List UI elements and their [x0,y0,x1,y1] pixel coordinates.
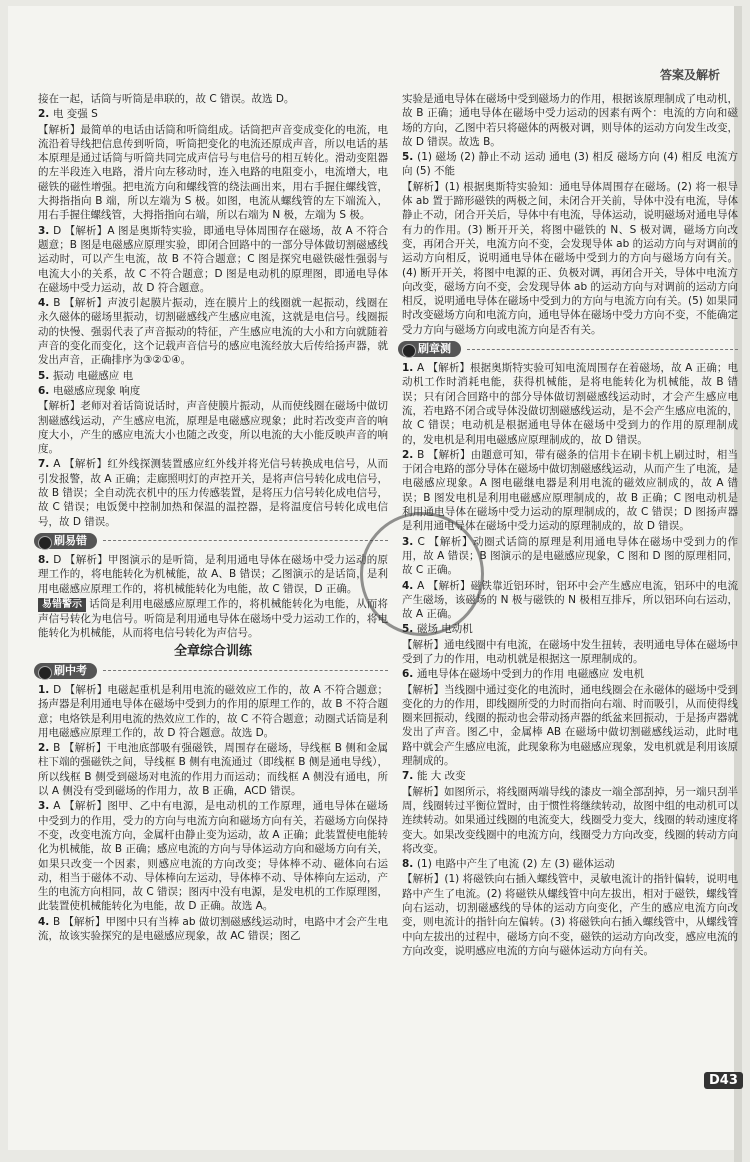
answer-text: B 【解析】声波引起膜片振动，连在膜片上的线圈就一起振动，线圈在永久磁体的磁场里振动，切割磁感线产生感应电流，这就是电信号。线圈振动的快慢、强弱代表了声音振动的特征，产生感应电流的大小和方向就随着声音的变化而变化，这个记载声音信号的感应电流经放大后传给扬声器，就发出声音，正确排序为③②①④。 [38,297,388,367]
answer-item [38,683,388,740]
answer-number: 4. [38,915,53,928]
answer-text: 磁场 电动机 [416,623,473,636]
answer-number: 3. [402,535,418,548]
answer-item [402,180,738,337]
left-column [38,92,388,944]
answer-page [8,6,742,1150]
answer-item [38,553,388,596]
answer-number: 3. [38,224,54,237]
right-block-a [402,92,738,337]
answer-text: A 【解析】根据奥斯特实验可知电流周围存在着磁场，故 A 正确；电动机工作时消耗电能，获得机械能，是将电能转化为机械能，故 B 错误；只有闭合回路中的部分导体做切割磁感线运动时，才会产生感应电流，若电路不闭合或导体没做切割磁感线运动，是不会产生感应电流的，故 C 错误；电动机是根据通电导体在磁场中受到力的作用的原理制成的，发电机是利用电磁感应原理制成的，故 D 错误。 [402,362,738,446]
answer-text: C 【解析】动圈式话筒的原理是利用通电导体在磁场中受到力的作用，故 A 错误；B 图演示的是电磁感应现象，C 图和 D 图的原理相同，故 C 正确。 [402,535,738,577]
answer-item [38,369,388,383]
answer-text: 电磁感应现象 响度 [52,384,141,397]
answer-number: 5. [402,151,418,164]
answer-item [38,799,388,913]
answer-text: 振动 电磁感应 电 [52,369,134,382]
answer-number: 4. [38,297,54,310]
page-number: D43 [704,1072,743,1089]
answer-item [402,785,738,856]
answer-item [402,857,738,871]
answer-text: B 【解析】干电池底部吸有强磁铁，周围存在磁场，导线框 B 侧和金属柱下端的强磁铁之间，导线框 B 侧有电流通过（即线框 B 侧是通电导线），所以线框 B 侧受到磁场对电流的作用力而运动；而线框 A 侧没有通电，所以 A 侧没有受到磁场的作用力，故 B 正确，ACD 错误。 [38,742,389,798]
answer-item [402,683,738,769]
chapter-title: 全章综合训练 [173,643,252,659]
answer-number: 5. [402,623,417,636]
answer-text: B 【解析】由题意可知，带有磁条的信用卡在刷卡机上刷过时，相当于闭合电路的部分导体在磁场中做切割磁感线运动，从而产生了电流，是电磁感应现象。A 图电磁继电器是利用电流的磁效应制成的，故 A 错误；B 图发电机是利用电磁感应原理制成的，故 B 正确；C 图电动机是利用通电导体在磁场中受力运动的原理制成的，故 C 错误；D 图扬声器是利用通电导体在磁场中受力运动的原理制成的，故 D 错误。 [402,448,738,533]
answer-text: A 【解析】磁铁靠近铝环时，铝环中会产生感应电流，铝环中的电流产生磁场，该磁场的 N 极与磁铁的 N 极相互排斥，所以铝环向右运动，故 A 正确。 [402,579,738,621]
section-zhangce [398,340,738,358]
section-yicuo [34,532,388,550]
answer-number: 8. [402,858,417,871]
answer-item [402,150,738,179]
answer-number: 1. [38,683,54,696]
tip-label: 易错警示 [38,598,86,612]
answer-item [402,92,738,149]
section-zhongkao [34,662,388,680]
answer-item [402,872,738,958]
answer-item [38,384,388,398]
answer-text: 话筒是利用电磁感应原理工作的，将机械能转化为电能，从而将声信号转化为电信号。听筒是利用通电导体在磁场中受力运动工作的，将电能转化为机械能，从而将电信号转化为声信号。 [38,597,388,640]
answer-number: 7. [402,770,417,783]
answer-number: 8. [38,553,54,566]
answer-item [38,224,388,295]
answer-item [38,107,388,121]
section-label: 刷中考 [34,663,97,679]
answer-number: 6. [38,384,53,397]
answer-number: 7. [38,458,54,471]
answer-item [38,296,388,367]
answer-text: (1) 电路中产生了电流 (2) 左 (3) 磁体运动 [416,858,615,871]
answer-number: 2. [38,742,54,755]
answer-item [402,361,738,447]
section-label: 刷章测 [398,341,461,357]
left-block-a [38,92,388,529]
answer-item [402,638,738,667]
answer-item [402,667,738,681]
answer-item [38,123,388,223]
answer-number: 2. [402,448,418,461]
answer-text: 【解析】如图所示，将线圈两端导线的漆皮一端全部刮掉，另一端只刮半周，线圈转过平衡位置时，由于惯性将继续转动，故图中组的电动机可以连续转动。如果通过线圈的电流变大，线圈受力变大，线圈的转动速度将变大。如果改变线圈中的电流方向，线圈受力方向改变，线圈的转动方向将改变。 [402,785,738,855]
answer-text: 【解析】(1) 将磁铁向右插入螺线管中，灵敏电流计的指针偏转，说明电路中产生了电流。(2) 将磁铁从螺线管中向左拔出，相对于磁铁，螺线管向右运动，切割磁感线的导体的运动方向变化，产生的感应电流方向改变，则电流计的指针向左偏转。(3) 将磁铁向右插入螺线管中，从螺线管中向左拔出的过程中，磁场方向不变，磁铁的运动方向改变，感应电流的方向改变，说明感应电流的方向与磁体运动方向有关。 [402,873,738,957]
answer-text: D 【解析】A 图是奥斯特实验，即通电导体周围存在磁场，故 A 不符合题意；B 图是电磁感应原理实验，即闭合回路中的一部分导体做切割磁感线运动时，可以产生电流，故 B 不符合题意；C 图是探究电磁铁磁性强弱与电流大小的关系，故 C 不符合题意；D 图是电动机的原理图，即通电导体在磁场中受力运动，故 D 符合题意。 [38,224,388,294]
answer-item [38,457,388,528]
answer-item [38,915,388,944]
answer-number: 1. [402,362,418,375]
answer-text: 【解析】老师对着话筒说话时，声音使膜片振动，从而使线圈在磁场中做切割磁感线运动，产生感应电流，原理是电磁感应现象；此时若改变声音的响度大小，产生的感应电流大小也随之改变，所以电流的大小能反映声音的响度。 [38,400,388,456]
answer-number: 6. [402,668,417,681]
answer-text: 【解析】当线圈中通过变化的电流时，通电线圈会在永磁体的磁场中受到变化的力的作用，即线圈所受的力时而指向右端、时而吸引，从而使得线圈来回振动，线圈的振动也会带动扬声器的纸盆来回振动，于是扬声器就发出了声音。图乙中，金属棒 AB 在磁场中做切割磁感线运动，此时电路中就会产生感应电流，此现象称为电磁感应现象，发电机就是利用该原理制成的。 [402,683,738,768]
answer-number: 4. [402,579,418,592]
answer-text: D 【解析】电磁起重机是利用电流的磁效应工作的，故 A 不符合题意；扬声器是利用通电导体在磁场中受到力的作用的原理工作的，故 B 不符合题意；电烙铁是利用电流的热效应工作的，故 C 不符合题意；动圈式话筒是利用电磁感应原理工作的，故 D 符合题意。故选 D。 [38,683,389,739]
answer-text: A 【解析】红外线探测装置感应红外线并将光信号转换成电信号，从而引发报警，故 A 正确；走廊照明灯的声控开关，是将声信号转化成电信号，故 B 错误；全自动洗衣机中的压力传感装置，是将压力信号转化成电信号，故 C 错误；电饭煲中控制加热和保温的温控器，是将温度信号转化成电信号，故 D 错误。 [38,458,388,528]
answer-text: 接在一起，话筒与听筒是串联的，故 C 错误。故选 D。 [38,93,295,105]
answer-number: 5. [38,369,53,382]
page-header: 答案及解析 [659,68,720,82]
left-block-b [38,553,388,641]
answer-item [38,399,388,456]
answer-item [38,92,388,106]
answer-text: 【解析】(1) 根据奥斯特实验知：通电导体周围存在磁场。(2) 将一根导体 ab 置于蹄形磁铁的两极之间，未闭合开关前，导体中没有电流，导体静止不动，闭合开关后，导体中有电流，导体运动，说明磁场对通电导体有力的作用。(3) 断开开关，将图中磁铁的 N、S 极对调，磁场方向改变，再闭合开关，电流方向不变，会发现导体 ab 的运动方向与对调前的运动方向相反，说明通电导体在磁场中受到力的方向与磁场方向有关。(4) 断开开关，将图中电源的正、负极对调，再闭合开关，导体中电流方向改变，磁场方向不变，会发现导体 ab 的运动方向与对调前的运动方向相反，说明通电导体在磁场中受到力的方向与电流方向有关。(5) 如果同时改变磁场方向和电流方向，通电导体在磁场中受力方向不变，不能确定受力方向与磁场方向或电流方向是否有关。 [402,180,738,336]
section-label: 刷易错 [34,533,97,549]
answer-text: D 【解析】甲图演示的是听筒，是利用通电导体在磁场中受力运动的原理工作的，将电能转化为机械能，故 A、B 错误；乙图演示的是话筒，是利用电磁感应原理工作的，将机械能转化为电能，故 C 错误，D 正确。 [38,553,389,595]
answer-text: A 【解析】图甲、乙中有电源，是电动机的工作原理，通电导体在磁场中受到力的作用，受力的方向与电流方向和磁场方向有关，若磁场方向保持不变，改变电流方向，金属杆由静止变为运动，故 A 正确；此装置使电能转化为机械能，故 B 正确；感应电流的方向与导体运动方向和磁场方向有关，如果只改变一个因素，则感应电流的方向改变；导体棒不动、磁体向右运动，相当于磁体不动、导体棒向左运动，导体棒不动、导体棒向左运动，产生的电流方向相同，故 C 错误；图丙中没有电源，是发电机的工作原理图，此装置使机械能转化为电能，故 D 正确。故选 A。 [38,800,389,913]
answer-text: 实验是通电导体在磁场中受到磁场力的作用，根据该原理制成了电动机，故 B 正确；通电导体在磁场中受力运动的因素有两个：电流的方向和磁场的方向，乙图中若只将磁体的两极对调，则导体的运动方向发生改变，故 D 错误。故选 B。 [402,93,738,148]
answer-number: 2. [38,108,53,121]
answer-text: 电 变强 S [52,108,98,121]
answer-text: (1) 磁场 (2) 静止不动 运动 通电 (3) 相反 磁场方向 (4) 相反 电流方向 (5) 不能 [402,151,738,178]
answer-item [402,769,738,783]
right-block-b [402,361,738,958]
left-block-c [38,683,388,943]
answer-text: 【解析】通电线圈中有电流，在磁场中发生扭转，表明通电导体在磁场中受到了力的作用，电动机就是根据这一原理制成的。 [402,638,738,665]
answer-number: 3. [38,800,54,813]
answer-text: 通电导体在磁场中受到力的作用 电磁感应 发电机 [416,668,645,681]
answer-text: 【解析】最简单的电话由话筒和听筒组成。话筒把声音变成变化的电流，电流沿着导线把信息传到听筒，听筒把变化的电流还原成声音，所以电话的基本原理是通过话筒与听筒共同完成声信号与电信号的相互转化。滑动变阻器的左半段连入电路，滑片向左移动时，连入电路的电阻变小，电流增大，电磁铁的磁性增强。把电流方向和螺线管的绕法画出来，用右手握住螺线管，大拇指指向 B 端，所以左端为 S 极。如图，电流从螺线管的左下端流入，用右手握住螺线管，大拇指指向右端，所以右端为 N 极，左端为 S 极。 [38,123,388,222]
answer-item [38,741,388,798]
answer-item [38,597,388,641]
answer-text: 能 大 改变 [416,770,466,783]
answer-text: B 【解析】甲图中只有当棒 ab 做切割磁感线运动时，电路中才会产生电流，故该实验探究的是电磁感应现象，故 AC 错误；图乙 [38,915,388,943]
